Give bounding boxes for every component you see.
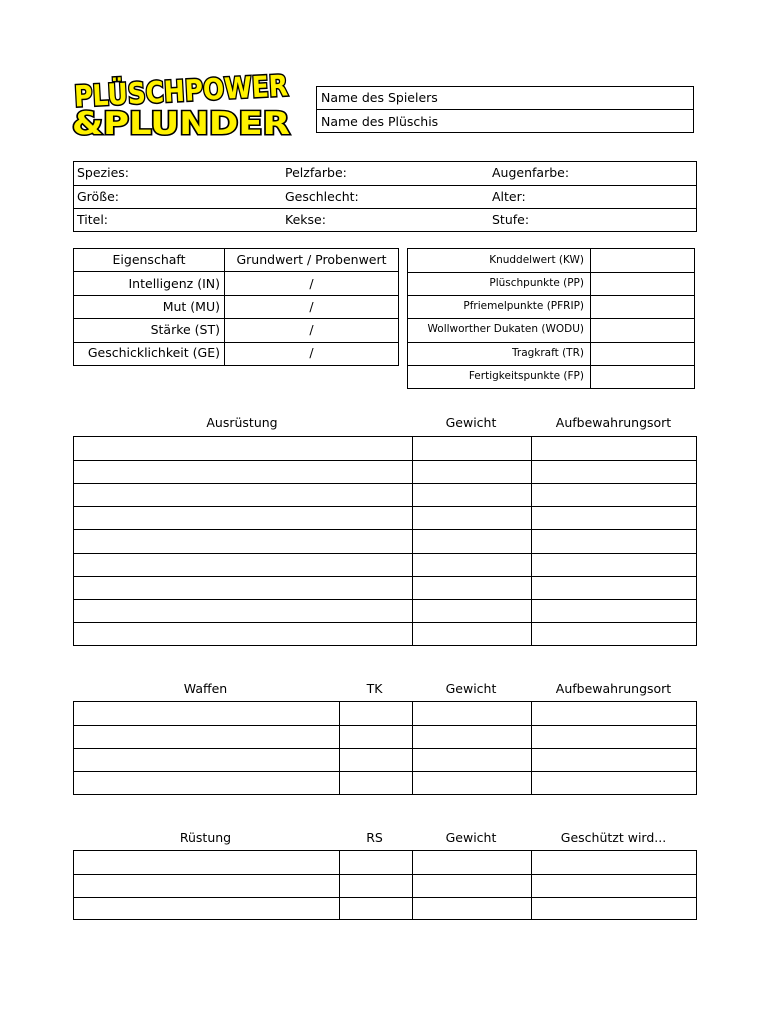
equipment-header-weight: Gewicht (445, 415, 497, 430)
logo (70, 66, 324, 142)
info-gender: Geschlecht: (285, 189, 359, 204)
armor-header-rs: RS (366, 830, 383, 845)
attribute-label: Stärke (ST) (150, 322, 220, 337)
points-label: Tragkraft (TR) (512, 347, 584, 359)
attributes-table (73, 248, 399, 366)
armor-header-weight: Gewicht (445, 830, 497, 845)
attribute-value: / (309, 276, 314, 291)
info-level: Stufe: (492, 212, 530, 227)
armor-header-protects: Geschützt wird... (560, 830, 667, 845)
points-label: Wollworther Dukaten (WODU) (427, 323, 584, 335)
svg-text:PLÜSCHPOWER: PLÜSCHPOWER (73, 66, 324, 114)
points-label: Plüschpunkte (PP) (489, 277, 584, 289)
info-size: Größe: (77, 189, 119, 204)
attribute-label: Intelligenz (IN) (128, 276, 220, 291)
points-label: Knuddelwert (KW) (489, 254, 584, 266)
equipment-header-item: Ausrüstung (206, 415, 278, 430)
weapons-header-weight: Gewicht (445, 681, 497, 696)
attributes-header-values: Grundwert / Probenwert (236, 252, 387, 267)
info-cookies: Kekse: (285, 212, 326, 227)
player-name-label: Name des Spielers (321, 90, 438, 105)
weapons-header-location: Aufbewahrungsort (555, 681, 672, 696)
info-box (73, 161, 697, 232)
info-title: Titel: (77, 212, 108, 227)
attribute-value: / (309, 322, 314, 337)
info-species: Spezies: (77, 165, 130, 180)
weapons-header-tk: TK (366, 681, 383, 696)
svg-text:&PLUNDER: &PLUNDER (72, 106, 291, 142)
armor-header-armor: Rüstung (179, 830, 232, 845)
weapons-header-weapon: Waffen (183, 681, 228, 696)
points-label: Pfriemelpunkte (PFRIP) (463, 300, 584, 312)
weapons-table (73, 701, 697, 795)
attribute-value: / (309, 345, 314, 360)
equipment-header-location: Aufbewahrungsort (555, 415, 672, 430)
attribute-value: / (309, 299, 314, 314)
points-table (407, 248, 695, 389)
player-box (316, 86, 694, 133)
points-label: Fertigkeitspunkte (FP) (468, 370, 584, 382)
info-eye-color: Augenfarbe: (492, 165, 570, 180)
plueschi-name-label: Name des Plüschis (321, 114, 439, 129)
info-age: Alter: (492, 189, 526, 204)
attributes-header-attribute: Eigenschaft (112, 252, 186, 267)
equipment-table (73, 436, 697, 646)
info-fur-color: Pelzfarbe: (285, 165, 347, 180)
attribute-label: Mut (MU) (162, 299, 220, 314)
armor-table (73, 850, 697, 920)
attribute-label: Geschicklichkeit (GE) (87, 345, 220, 360)
